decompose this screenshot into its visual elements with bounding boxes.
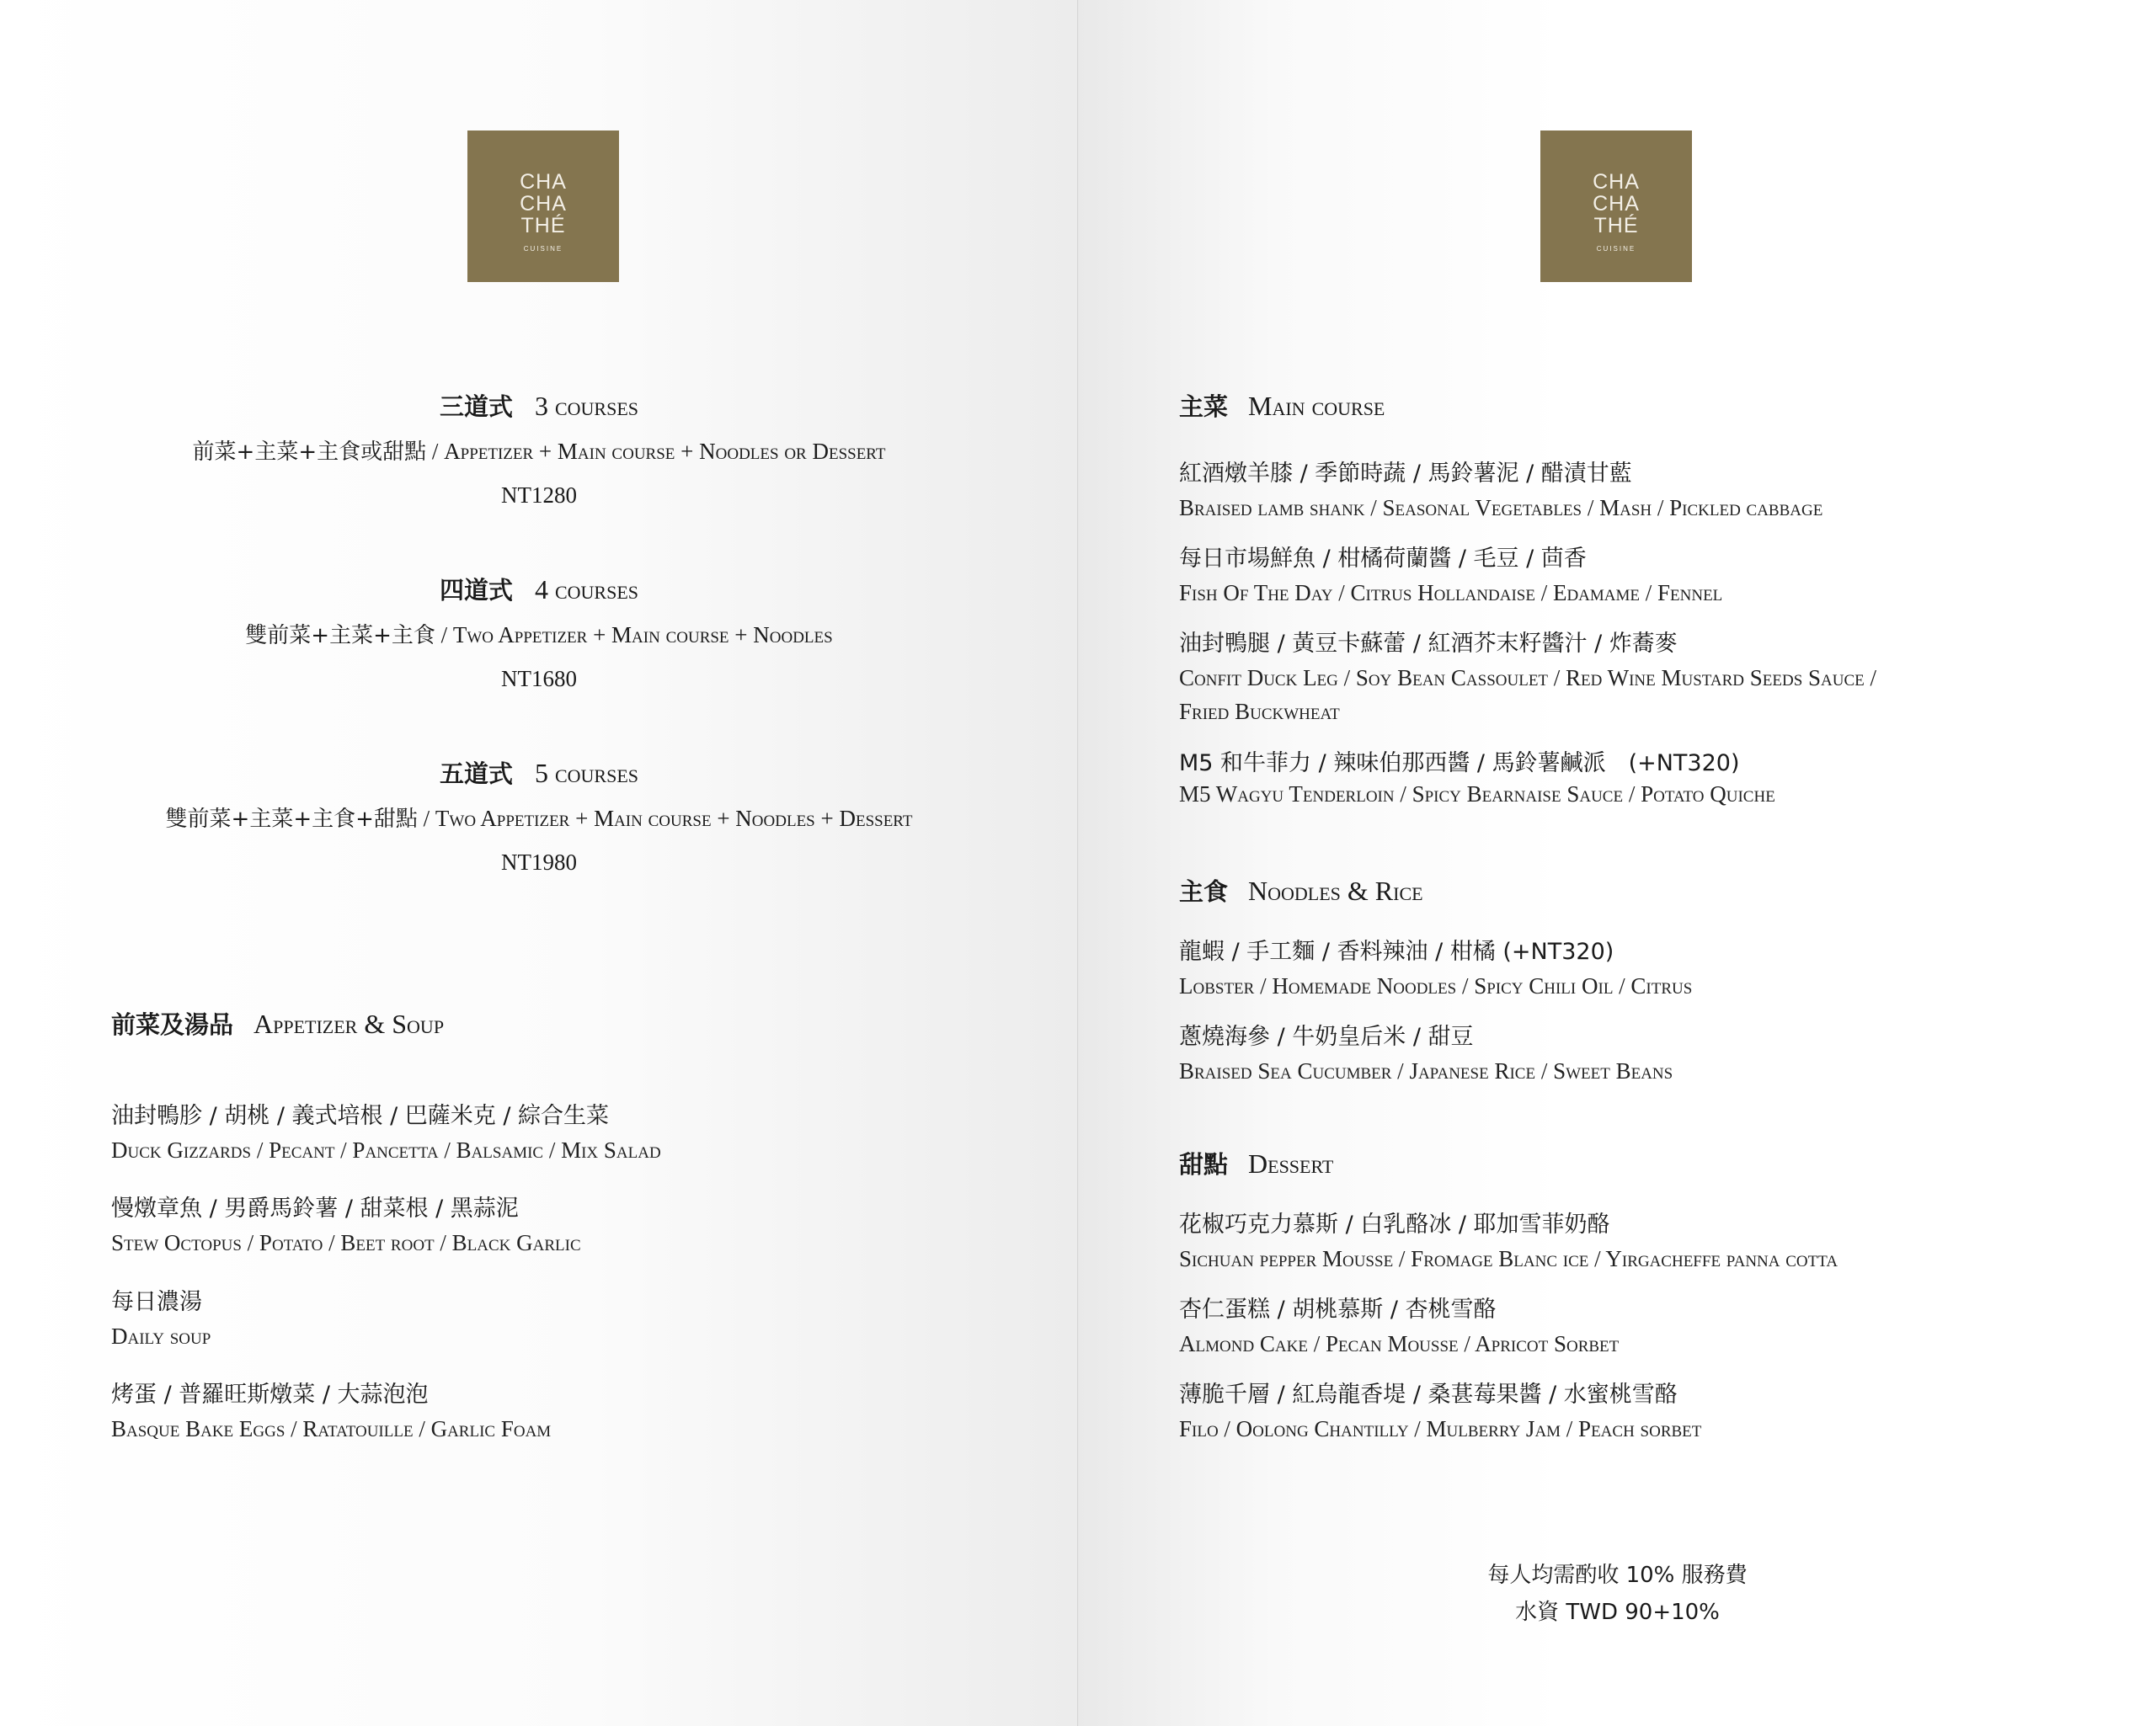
dish-name-en: Lobster / Homemade Noodles / Spicy Chili Oil / Citrus [1179, 973, 1693, 999]
dessert-title-en: Dessert [1248, 1148, 1334, 1179]
service-charge-line: 每人均需酌收 10% 服務費 [1487, 1563, 1748, 1588]
appetizer-item [111, 1100, 661, 1167]
dessert-item [1179, 1293, 1619, 1361]
logo-word-2: CHA [1593, 192, 1640, 216]
dish-name-en: Duck Gizzards / Pecant / Pancetta / Balsamic / Mix Salad [111, 1137, 661, 1163]
noodles-item [1179, 1020, 1673, 1088]
restaurant-logo [467, 131, 619, 282]
dish-name-en: M5 Wagyu Tenderloin / Spicy Bearnaise Sauce / Potato Quiche [1179, 781, 1775, 807]
course-desc-zh: 前菜+主菜+主食或甜點 [192, 439, 427, 465]
dessert-item [1179, 1208, 1838, 1276]
noodles-section-title [1179, 874, 1423, 908]
noodles-item [1179, 935, 1692, 1003]
main-title-en: Main course [1248, 391, 1385, 421]
dish-name-en: Sichuan pepper Mousse / Fromage Blanc ice / Yirgacheffe panna cotta [1179, 1246, 1838, 1271]
dish-name-zh: 油封鴨胗 / 胡桃 / 義式培根 / 巴薩米克 / 綜合生菜 [111, 1103, 610, 1129]
main-course-item [1179, 747, 1775, 811]
course-description [0, 802, 1078, 835]
service-charge-note [1079, 1557, 2156, 1631]
appetizer-title-zh: 前菜及湯品 [111, 1010, 234, 1039]
main-title-zh: 主菜 [1179, 392, 1229, 421]
course-price: NT1980 [501, 850, 577, 875]
dish-name-en-continued: Fried Buckwheat [1179, 699, 1340, 724]
noodles-title-en: Noodles & Rice [1248, 876, 1423, 906]
dish-name-zh: 紅酒燉羊膝 / 季節時蔬 / 馬鈴薯泥 / 醋漬甘藍 [1179, 461, 1632, 487]
restaurant-logo [1540, 131, 1692, 282]
dish-name-zh: 薄脆千層 / 紅烏龍香堤 / 桑葚莓果醬 / 水蜜桃雪酪 [1179, 1382, 1678, 1408]
dish-name-en: Fish Of The Day / Citrus Hollandaise / Edamame / Fennel [1179, 580, 1723, 605]
menu-page-right [1079, 0, 2156, 1726]
course-title-zh: 三道式 [439, 392, 513, 421]
course-title [0, 389, 1078, 424]
dish-name-en: Braised Sea Cucumber / Japanese Rice / Sweet Beans [1179, 1058, 1673, 1084]
dish-name-zh: 每日市場鮮魚 / 柑橘荷蘭醬 / 毛豆 / 茴香 [1179, 546, 1587, 572]
main-course-item [1179, 457, 1822, 525]
dish-name-en: Braised lamb shank / Seasonal Vegetables / Mash / Pickled cabbage [1179, 495, 1823, 520]
course-title [0, 756, 1078, 791]
appetizer-item [111, 1378, 551, 1446]
dish-name-zh: 油封鴨腿 / 黃豆卡蘇蕾 / 紅酒芥末籽醬汁 / 炸蕎麥 [1179, 631, 1678, 657]
logo-word-1: CHA [520, 170, 567, 194]
logo-word-3: THÉ [1593, 214, 1639, 237]
course-description [0, 619, 1078, 652]
noodles-title-zh: 主食 [1179, 877, 1229, 906]
course-price: NT1680 [501, 666, 577, 691]
course-desc-zh: 雙前菜+主菜+主食+甜點 [165, 807, 418, 832]
water-charge-line: 水資 TWD 90+10% [1515, 1600, 1720, 1625]
dish-name-en: Almond Cake / Pecan Mousse / Apricot Sorbet [1179, 1331, 1620, 1356]
logo-word-2: CHA [520, 192, 567, 216]
course-title-zh: 五道式 [439, 759, 513, 788]
logo-subtitle: CUISINE [523, 245, 563, 253]
main-course-item [1179, 627, 1876, 728]
dish-name-zh: 慢燉章魚 / 男爵馬鈴薯 / 甜菜根 / 黑蒜泥 [111, 1196, 519, 1222]
dish-name-en: Daily soup [111, 1324, 211, 1349]
course-title-en: 5 courses [534, 758, 639, 788]
logo-word-1: CHA [1593, 170, 1640, 194]
course-desc-en: / Appetizer + Main course + Noodles or Dessert [431, 439, 886, 464]
course-package-5 [0, 756, 1078, 877]
course-package-4 [0, 573, 1078, 694]
course-desc-en: / Two Appetizer + Main course + Noodles [440, 622, 833, 647]
dessert-section-title [1179, 1147, 1333, 1181]
course-title [0, 573, 1078, 607]
course-title-zh: 四道式 [439, 576, 513, 605]
course-price: NT1280 [501, 482, 577, 508]
dish-name-zh: 龍蝦 / 手工麵 / 香料辣油 / 柑橘 (+NT320) [1179, 939, 1614, 965]
course-title-en: 4 courses [534, 574, 639, 605]
dessert-title-zh: 甜點 [1179, 1150, 1229, 1179]
dish-name-zh: M5 和牛菲力 / 辣味伯那西醬 / 馬鈴薯鹹派 (+NT320) [1179, 750, 1740, 776]
appetizer-title-en: Appetizer & Soup [253, 1009, 445, 1039]
dish-name-zh: 杏仁蛋糕 / 胡桃慕斯 / 杏桃雪酪 [1179, 1297, 1497, 1323]
appetizer-section-title [111, 1007, 444, 1041]
course-package-3 [0, 389, 1078, 510]
dish-name-zh: 烤蛋 / 普羅旺斯燉菜 / 大蒜泡泡 [111, 1382, 429, 1408]
dish-name-zh: 花椒巧克力慕斯 / 白乳酪冰 / 耶加雪菲奶酪 [1179, 1212, 1610, 1238]
course-desc-zh: 雙前菜+主菜+主食 [245, 623, 435, 648]
course-description [0, 435, 1078, 468]
dish-name-zh: 每日濃湯 [111, 1289, 202, 1315]
dish-name-zh: 蔥燒海參 / 牛奶皇后米 / 甜豆 [1179, 1024, 1474, 1050]
dish-name-en: Basque Bake Eggs / Ratatouille / Garlic Foam [111, 1416, 552, 1441]
dessert-item [1179, 1378, 1701, 1446]
logo-subtitle: CUISINE [1596, 245, 1636, 253]
logo-word-3: THÉ [520, 214, 566, 237]
dish-name-en: Stew Octopus / Potato / Beet root / Black Garlic [111, 1230, 581, 1255]
main-course-item [1179, 542, 1722, 610]
appetizer-item [111, 1286, 211, 1353]
appetizer-item [111, 1192, 581, 1260]
dish-name-en: Confit Duck Leg / Soy Bean Cassoulet / Red Wine Mustard Seeds Sauce / [1179, 665, 1877, 690]
course-desc-en: / Two Appetizer + Main course + Noodles + Dessert [423, 806, 913, 831]
course-title-en: 3 courses [534, 391, 639, 421]
main-course-section-title [1179, 389, 1385, 424]
dish-name-en: Filo / Oolong Chantilly / Mulberry Jam / Peach sorbet [1179, 1416, 1702, 1441]
